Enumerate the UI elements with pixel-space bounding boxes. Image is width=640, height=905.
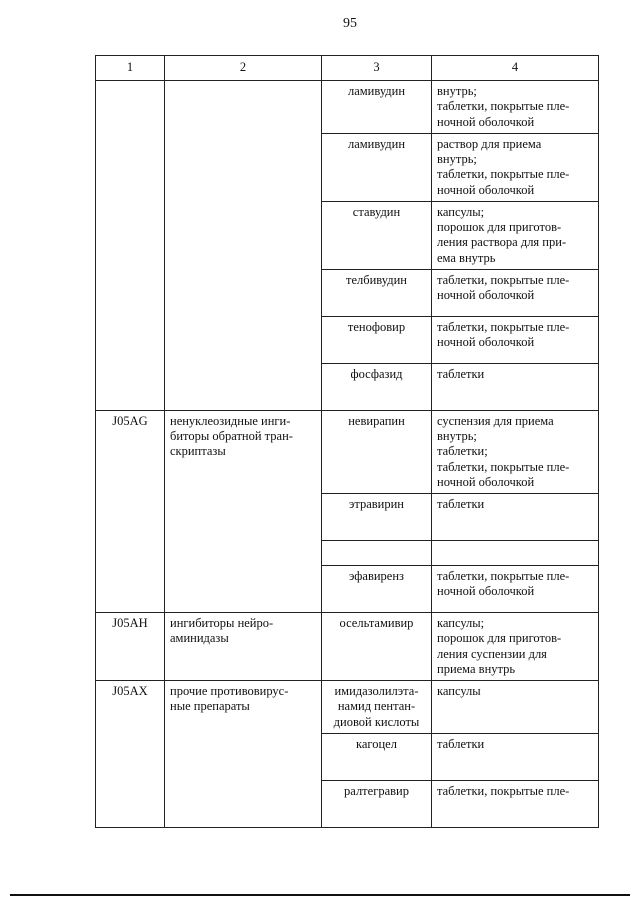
footer-rule bbox=[10, 894, 630, 896]
forms-cell-line: таблетки; bbox=[437, 444, 488, 459]
drug-cell-line: кагоцел bbox=[356, 736, 397, 751]
forms-cell bbox=[432, 133, 599, 201]
forms-cell-line: ночной оболочкой bbox=[437, 114, 535, 129]
forms-cell-line: ночной оболочкой bbox=[437, 335, 535, 349]
forms-cell bbox=[432, 363, 599, 410]
drug-cell-line: этравирин bbox=[349, 497, 404, 511]
forms-cell bbox=[432, 269, 599, 316]
group-cell bbox=[165, 613, 322, 681]
drug-cell-line: тенофовир bbox=[347, 319, 406, 334]
forms-cell-line: таблетки, покрытые пле- bbox=[437, 459, 570, 474]
group-cell-line: прочие противовирус- bbox=[170, 684, 289, 698]
forms-cell-line: таблетки, покрытые пле- bbox=[437, 99, 570, 114]
group-cell bbox=[165, 681, 322, 828]
code-cell: J05AH bbox=[96, 613, 165, 681]
drug-cell-line: имидазолилэта- bbox=[334, 684, 419, 698]
drug-cell bbox=[322, 269, 432, 316]
drug-cell bbox=[322, 733, 432, 780]
column-header-2: 2 bbox=[165, 56, 322, 81]
forms-cell-line: таблетки, покрытые пле- bbox=[437, 167, 570, 182]
drug-cell-line: диовой кислоты bbox=[333, 714, 420, 729]
drug-cell bbox=[322, 613, 432, 681]
forms-cell bbox=[432, 733, 599, 780]
table-row bbox=[96, 681, 599, 734]
drug-cell-line: невирапин bbox=[348, 413, 405, 428]
drug-cell bbox=[322, 410, 432, 493]
forms-cell bbox=[432, 780, 599, 827]
forms-cell-line: порошок для приготов- bbox=[437, 220, 562, 234]
forms-cell-line: суспензия для приема bbox=[437, 413, 554, 428]
column-header-3: 3 bbox=[322, 56, 432, 81]
code-cell: J05AX bbox=[96, 681, 165, 828]
forms-cell bbox=[432, 494, 599, 541]
table-row bbox=[96, 410, 599, 493]
column-header-4: 4 bbox=[432, 56, 599, 81]
drug-cell bbox=[322, 133, 432, 201]
group-cell-line: ингибиторы нейро- bbox=[170, 616, 274, 630]
forms-cell bbox=[432, 681, 599, 734]
drug-cell bbox=[322, 566, 432, 613]
drug-cell-line: ралтегравир bbox=[344, 783, 409, 798]
drug-table bbox=[95, 55, 599, 828]
forms-cell-line: ночной оболочкой bbox=[437, 182, 535, 197]
forms-cell-line: внутрь; bbox=[437, 429, 477, 443]
drug-cell bbox=[322, 201, 432, 269]
group-cell-line: скриптазы bbox=[170, 444, 226, 459]
forms-cell-line: капсулы; bbox=[437, 616, 485, 630]
drug-cell bbox=[322, 316, 432, 363]
drug-cell bbox=[322, 541, 432, 566]
group-cell bbox=[165, 81, 322, 411]
forms-cell bbox=[432, 613, 599, 681]
forms-cell-line: капсулы; bbox=[437, 204, 485, 219]
forms-cell bbox=[432, 541, 599, 566]
table-header-row bbox=[96, 56, 599, 81]
forms-cell-line: таблетки bbox=[437, 366, 485, 381]
code-cell: J05AG bbox=[96, 410, 165, 612]
table-row bbox=[96, 613, 599, 681]
forms-cell-line: ночной оболочкой bbox=[437, 288, 535, 302]
forms-cell-line: внутрь; bbox=[437, 84, 477, 98]
forms-cell-line: таблетки, покрытые пле- bbox=[437, 319, 570, 334]
drug-cell bbox=[322, 81, 432, 134]
forms-cell-line: таблетки bbox=[437, 497, 485, 511]
table-row bbox=[96, 81, 599, 134]
drug-cell bbox=[322, 494, 432, 541]
forms-cell-line: таблетки, покрытые пле- bbox=[437, 569, 570, 583]
forms-cell bbox=[432, 410, 599, 493]
forms-cell-line: порошок для приготов- bbox=[437, 631, 562, 646]
forms-cell-line: ления раствора для при- bbox=[437, 235, 567, 250]
drug-cell bbox=[322, 681, 432, 734]
forms-cell-line: ночной оболочкой bbox=[437, 584, 535, 599]
group-cell-line: ные препараты bbox=[170, 699, 250, 714]
group-cell-line: ненуклеозидные инги- bbox=[170, 413, 291, 428]
forms-cell bbox=[432, 566, 599, 613]
forms-cell-line: таблетки, покрытые пле- bbox=[437, 783, 570, 798]
drug-cell-line: намид пентан- bbox=[337, 699, 416, 714]
drug-cell-line: осельтамивир bbox=[339, 616, 414, 630]
group-cell-line: биторы обратной тран- bbox=[170, 429, 293, 443]
forms-cell-line: ема внутрь bbox=[437, 250, 496, 265]
group-cell-line: аминидазы bbox=[170, 631, 229, 646]
forms-cell-line: раствор для приема bbox=[437, 136, 542, 151]
column-header-1: 1 bbox=[96, 56, 165, 81]
page-number: 95 bbox=[343, 16, 357, 31]
forms-cell-line: ночной оболочкой bbox=[437, 474, 535, 489]
forms-cell-line: таблетки bbox=[437, 736, 485, 751]
drug-cell-line: ламивудин bbox=[347, 84, 406, 98]
drug-cell-line: телбивудин bbox=[346, 272, 407, 287]
forms-cell-line: внутрь; bbox=[437, 152, 477, 166]
forms-cell-line: капсулы bbox=[437, 684, 481, 698]
drug-cell bbox=[322, 363, 432, 410]
forms-cell-line: таблетки, покрытые пле- bbox=[437, 272, 570, 287]
forms-cell bbox=[432, 316, 599, 363]
drug-cell bbox=[322, 780, 432, 827]
drug-cell-line: ламивудин bbox=[347, 136, 406, 151]
forms-cell-line: ления суспензии для bbox=[437, 646, 547, 661]
forms-cell bbox=[432, 201, 599, 269]
drug-cell-line: ставудин bbox=[352, 204, 401, 219]
forms-cell bbox=[432, 81, 599, 134]
drug-cell-line: фосфазид bbox=[350, 366, 403, 381]
drug-cell-line: эфавиренз bbox=[349, 569, 404, 583]
forms-cell-line: приема внутрь bbox=[437, 661, 516, 676]
code-cell bbox=[96, 81, 165, 411]
group-cell bbox=[165, 410, 322, 612]
